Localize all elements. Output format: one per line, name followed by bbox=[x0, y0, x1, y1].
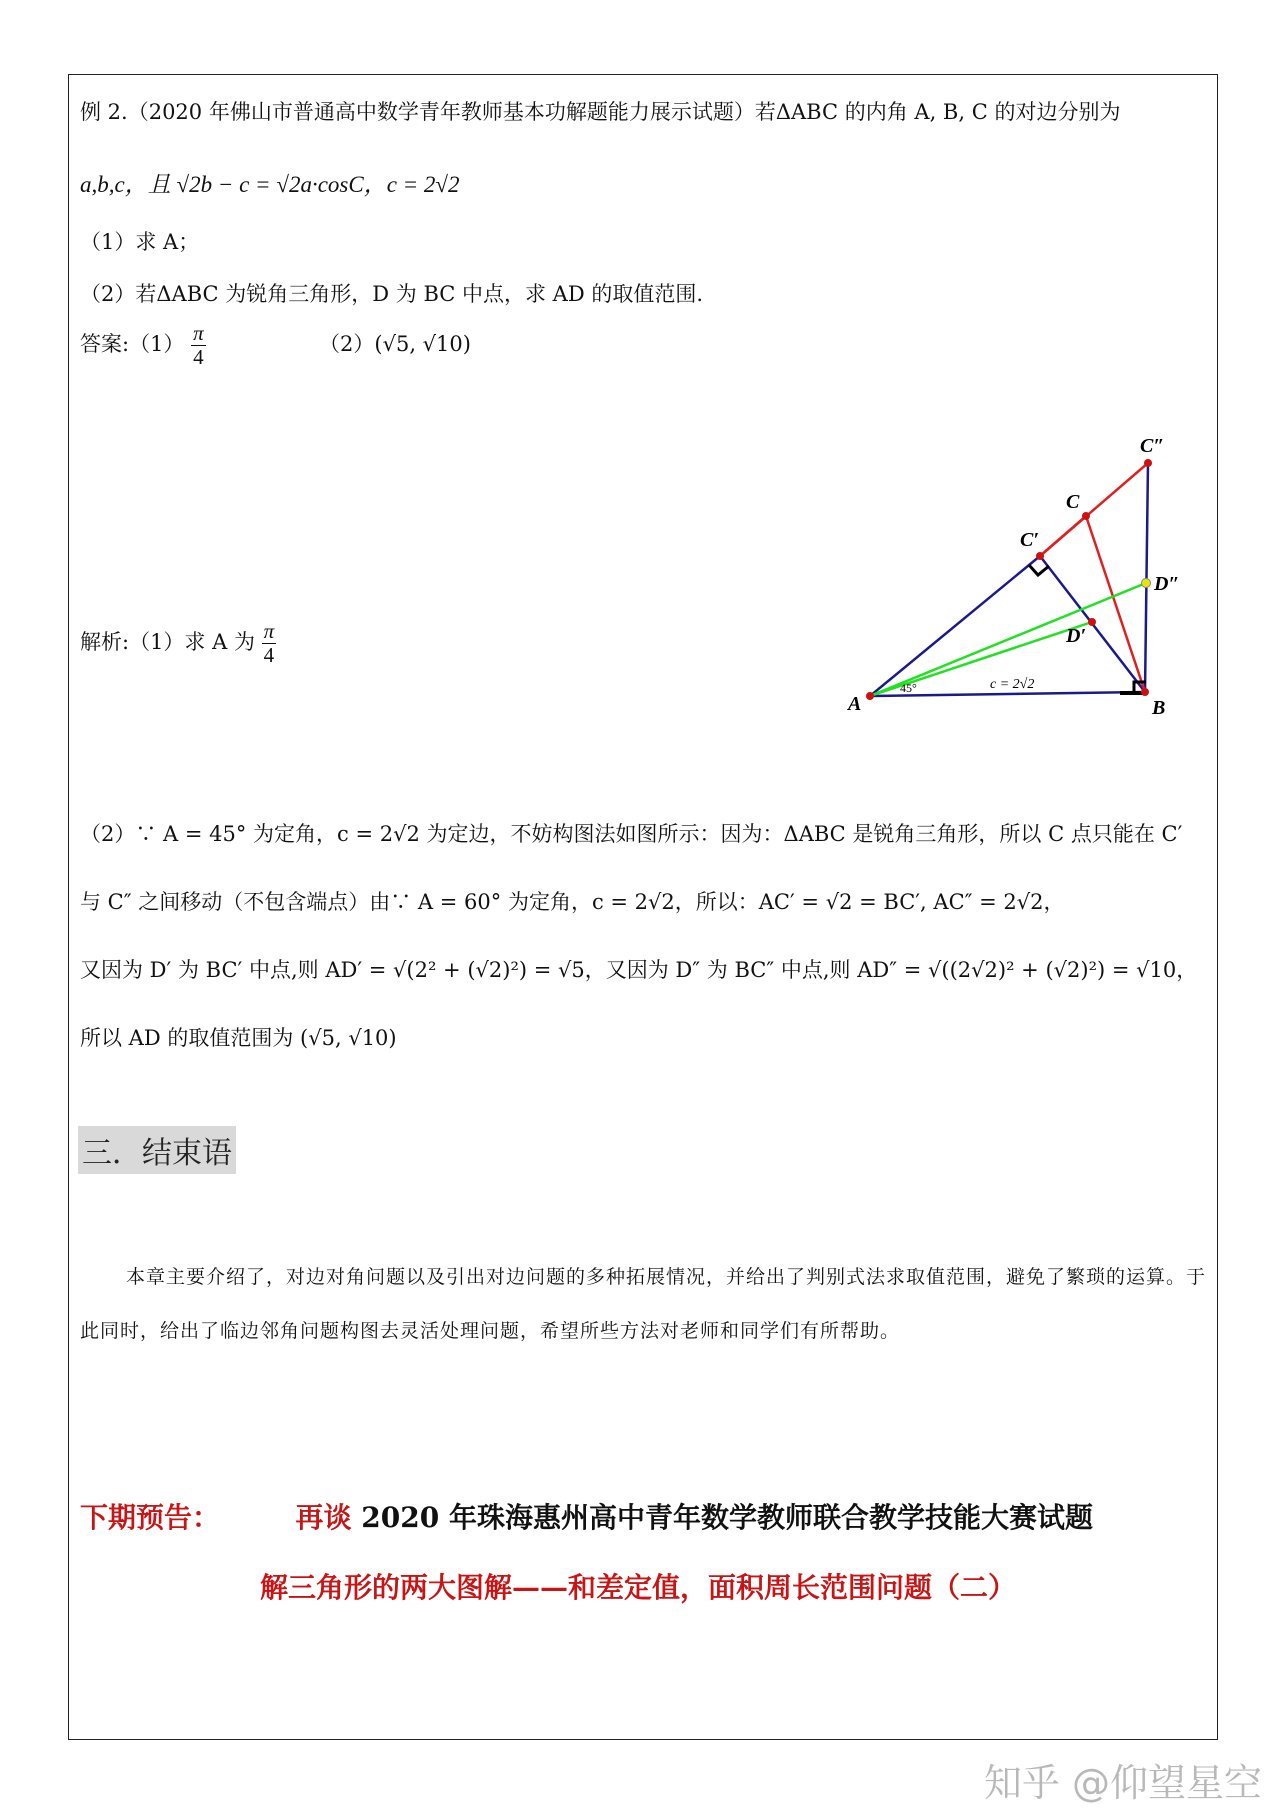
preview-label: 下期预告： bbox=[80, 1501, 221, 1534]
answer-1-fraction bbox=[191, 322, 206, 369]
angle-label: 45° bbox=[900, 681, 917, 695]
answer-1-denominator: 4 bbox=[193, 345, 204, 370]
answer-line bbox=[80, 322, 471, 369]
label-C1: C′ bbox=[1020, 529, 1039, 551]
example-line-2: a,b,c，且 √2b − c = √2a·cosC，c = 2√2 bbox=[80, 172, 460, 197]
preview-line-1 bbox=[80, 1496, 1093, 1536]
analysis-fraction bbox=[262, 620, 277, 667]
side-AC1 bbox=[870, 556, 1040, 696]
answer-1-numerator: π bbox=[193, 321, 204, 345]
point-C2 bbox=[1144, 459, 1152, 467]
side-label: c = 2√2 bbox=[990, 677, 1035, 692]
label-D2: D″ bbox=[1154, 573, 1180, 595]
analysis-part-2-line-2: 与 C″ 之间移动（不包含端点）由∵ A = 60° 为定角，c = 2√2，所以：AC′ = √2 = BC′, AC″ = 2√2， bbox=[80, 890, 1065, 914]
segment-CC1 bbox=[1040, 516, 1086, 556]
question-1: （1）求 A； bbox=[80, 230, 200, 254]
label-B: B bbox=[1152, 697, 1166, 719]
label-A: A bbox=[848, 693, 862, 715]
side-C2B bbox=[1145, 463, 1148, 692]
question-2: （2）若ΔABC 为锐角三角形，D 为 BC 中点，求 AD 的取值范围. bbox=[80, 282, 704, 306]
preview-title: 2020 年珠海惠州高中青年数学教师联合教学技能大赛试题 bbox=[361, 1501, 1093, 1534]
point-B bbox=[1141, 688, 1149, 696]
point-C1 bbox=[1036, 552, 1044, 560]
answer-2: （2）(√5, √10) bbox=[319, 332, 471, 357]
analysis-part-2-line-1: （2）∵ A = 45° 为定角，c = 2√2 为定边，不妨构图法如图所示：因为：ΔABC 是锐角三角形，所以 C 点只能在 C′ bbox=[80, 822, 1183, 846]
point-D1 bbox=[1088, 618, 1096, 626]
point-A bbox=[866, 692, 874, 700]
analysis-part-2-line-3: 又因为 D′ 为 BC′ 中点,则 AD′ = √(2² + (√2)²) = √5，又因为 D″ 为 BC″ 中点,则 AD″ = √((2√2)² + (√2)²) = √10， bbox=[80, 958, 1198, 982]
analysis-part-1-text: 解析:（1）求 A 为 bbox=[80, 630, 255, 655]
example-line-1: 例 2.（2020 年佛山市普通高中数学青年教师基本功解题能力展示试题）若ΔABC 的内角 A, B, C 的对边分别为 bbox=[80, 100, 1121, 124]
analysis-part-2-line-4: 所以 AD 的取值范围为 (√5, √10) bbox=[80, 1026, 397, 1050]
analysis-fraction-denominator: 4 bbox=[263, 643, 275, 668]
watermark: 知乎 @仰望星空 bbox=[983, 1761, 1262, 1805]
section-title: 三．结束语 bbox=[78, 1126, 236, 1174]
preview-red-text: 再谈 bbox=[295, 1501, 352, 1534]
preview-line-2: 解三角形的两大图解——和差定值，面积周长范围问题（二） bbox=[260, 1571, 1017, 1604]
closing-paragraph: 本章主要介绍了，对边对角问题以及引出对边问题的多种拓展情况，并给出了判别式法求取值范围，避免了繁琐的运算。于此同时，给出了临边邻角问题构图去灵活处理问题，希望所些方法对老师和同学们有所帮助。 bbox=[80, 1266, 1207, 1342]
label-C2: C″ bbox=[1140, 435, 1165, 457]
label-D1: D′ bbox=[1066, 625, 1087, 647]
point-D2 bbox=[1142, 579, 1151, 588]
analysis-part-1 bbox=[80, 620, 276, 667]
answer-label: 答案:（1） bbox=[80, 332, 185, 357]
right-angle-mark-C1 bbox=[1029, 565, 1049, 575]
geometry-figure bbox=[830, 420, 1250, 750]
point-C bbox=[1082, 512, 1090, 520]
label-C: C bbox=[1066, 491, 1080, 513]
analysis-fraction-numerator: π bbox=[263, 619, 275, 643]
